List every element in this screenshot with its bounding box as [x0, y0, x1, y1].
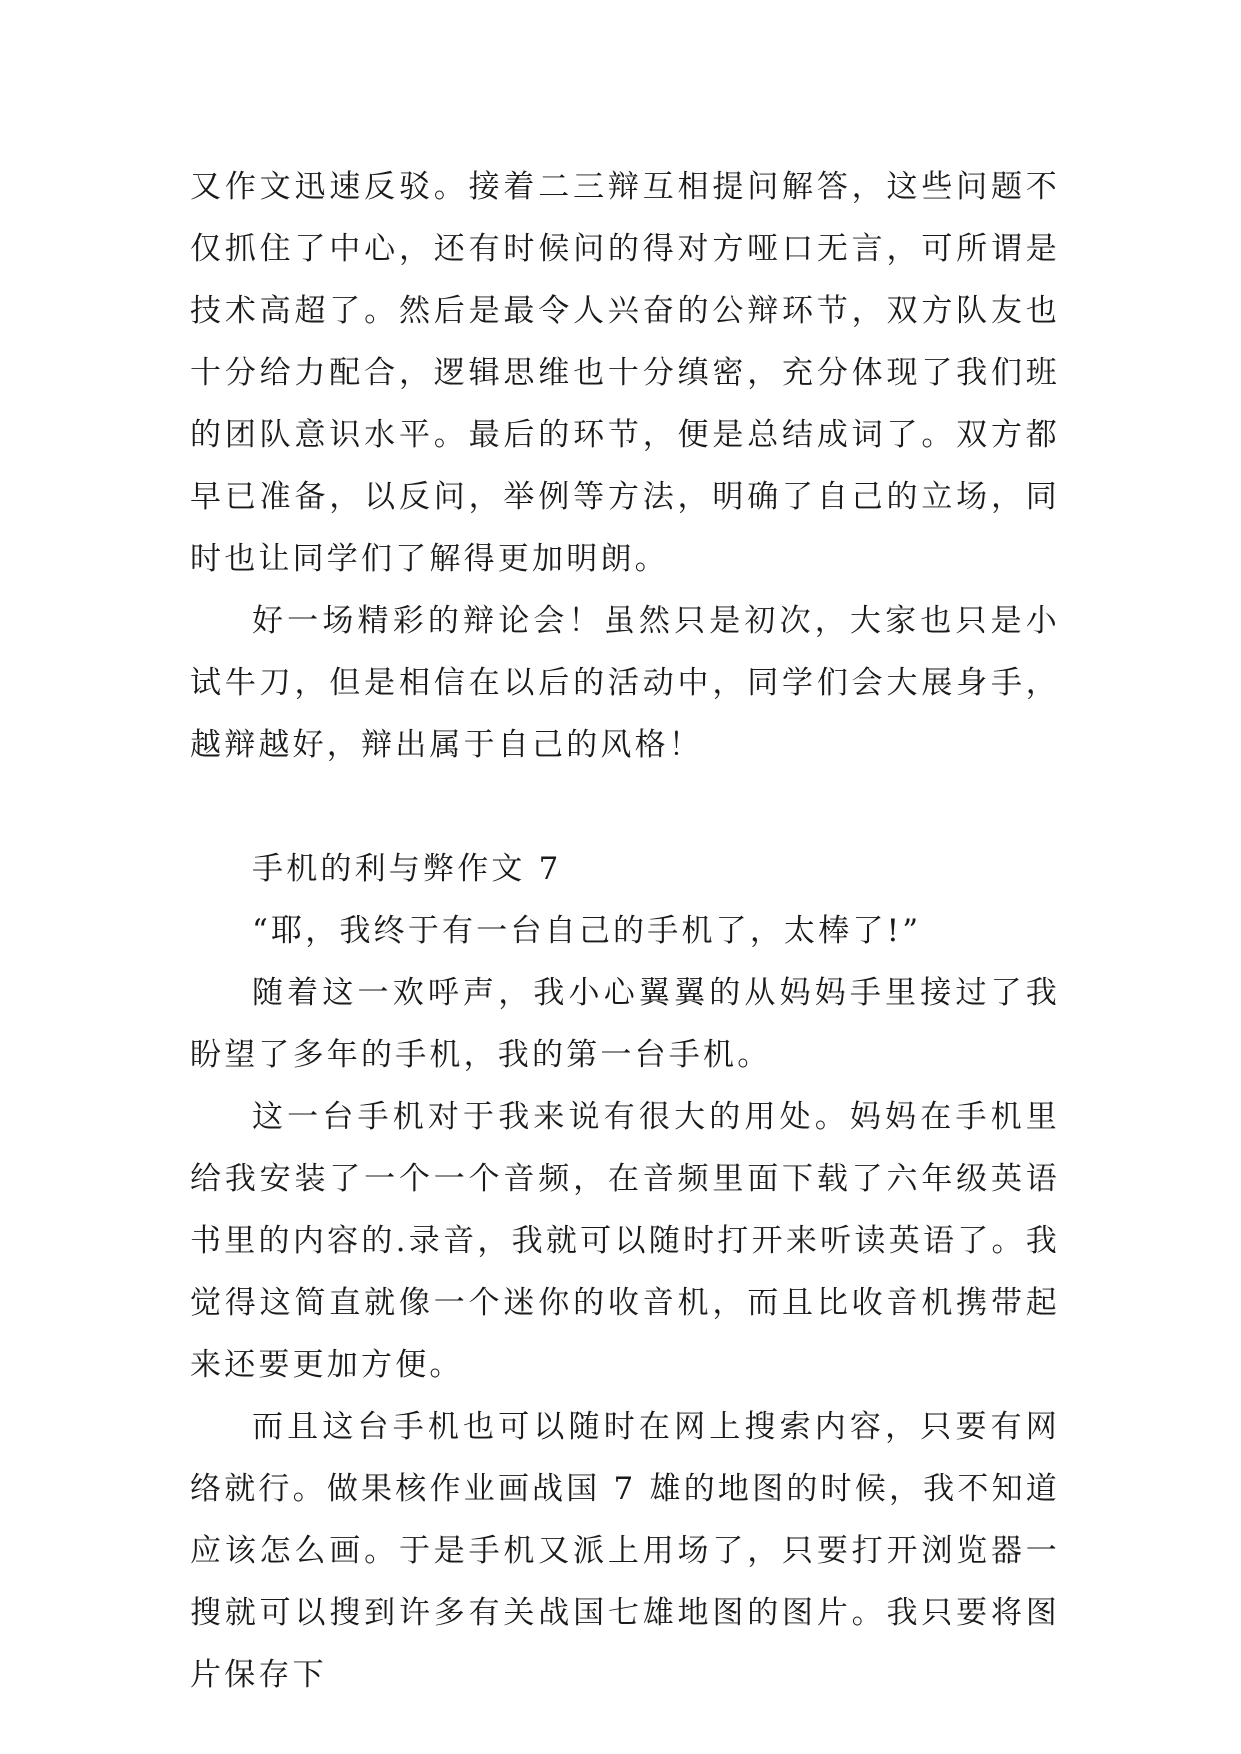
document-body	[190, 156, 1060, 1706]
essay-title: 手机的利与弊作文 7	[252, 851, 562, 887]
paragraph-debate-process: 又作文迅速反驳。接着二三辩互相提问解答，这些问题不仅抓住了中心，还有时候问的得对方哑口无言，可所谓是技术高超了。然后是最令人兴奋的公辩环节，双方队友也十分给力配合，逻辑思维也十分缜密，充分体现了我们班的团队意识水平。最后的环节，便是总结成词了。双方都早已准备，以反问，举例等方法，明确了自己的立场，同时也让同学们了解得更加明朗。	[190, 169, 1060, 577]
paragraph-search-use: 而且这台手机也可以随时在网上搜索内容，只要有网络就行。做果核作业画战国 7 雄的地图的时候，我不知道应该怎么画。于是手机又派上用场了，只要打开浏览器一搜就可以搜到许多有关战国七雄地图的图片。我只要将图片保存下	[190, 1409, 1060, 1693]
paragraph-first-phone: 随着这一欢呼声，我小心翼翼的从妈妈手里接过了我盼望了多年的手机，我的第一台手机。	[190, 975, 1060, 1073]
paragraph-exclamation: “耶，我终于有一台自己的手机了，太棒了!”	[252, 913, 922, 949]
paragraph-debate-conclusion: 好一场精彩的辩论会！虽然只是初次，大家也只是小试牛刀，但是相信在以后的活动中，同学们会大展身手，越辩越好，辩出属于自己的风格！	[190, 603, 1060, 763]
paragraph-audio-use: 这一台手机对于我来说有很大的用处。妈妈在手机里给我安装了一个一个音频，在音频里面下载了六年级英语书里的内容的.录音，我就可以随时打开来听读英语了。我觉得这简直就像一个迷你的收音机，而且比收音机携带起来还要更加方便。	[190, 1099, 1060, 1383]
